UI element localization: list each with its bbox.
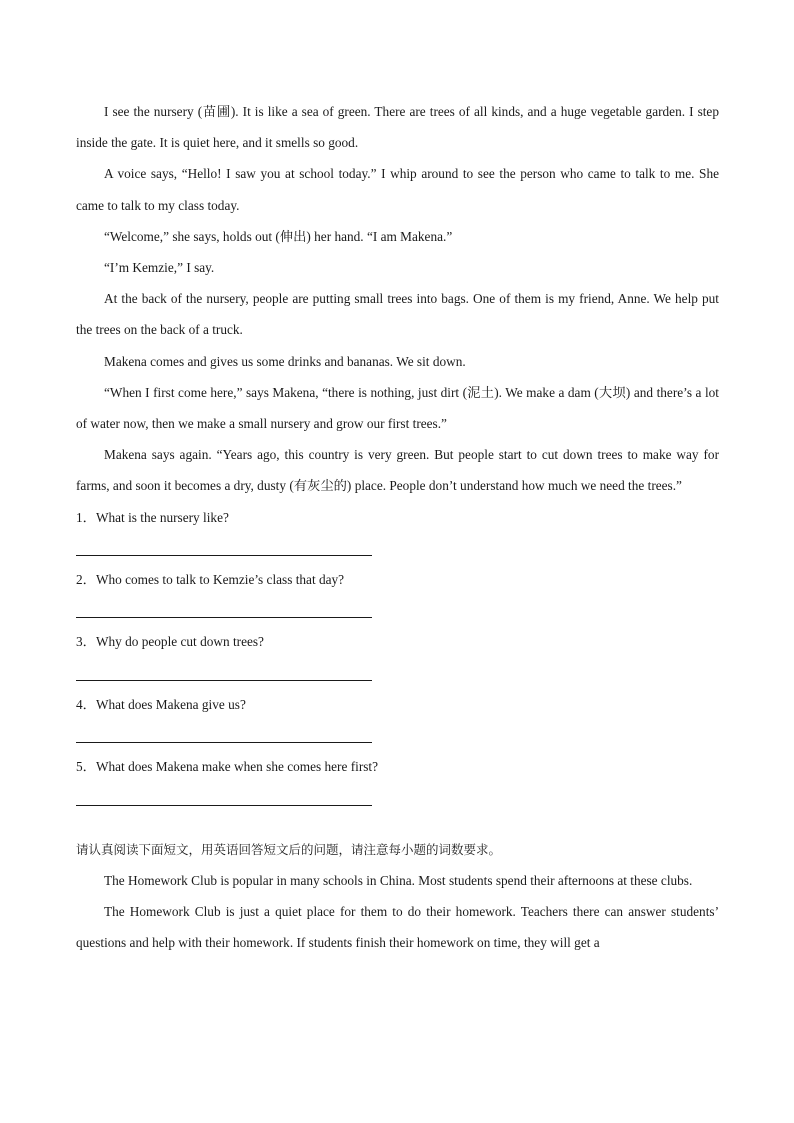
passage-paragraph: The Homework Club is just a quiet place for them to do their homework. Teachers there can answer students’ questions and help with their homework. If students finish their homework on time, they will get a: [76, 904, 719, 951]
question-item: [76, 502, 719, 564]
passage-paragraph: A voice says, “Hello! I saw you at school today.” I whip around to see the person who came to talk to me. She came to talk to my class today.: [76, 166, 719, 213]
passage-1: [76, 96, 719, 502]
question-item: [76, 751, 719, 813]
question-text: 3．Why do people cut down trees?: [76, 634, 264, 650]
question-text: 4．What does Makena give us?: [76, 696, 246, 712]
passage-paragraph: The Homework Club is popular in many schools in China. Most students spend their afternoons at these clubs.: [104, 872, 693, 888]
answer-blank[interactable]: [76, 720, 372, 751]
answer-blank[interactable]: [76, 658, 372, 689]
passage-paragraph: Makena comes and gives us some drinks and bananas. We sit down.: [104, 353, 466, 369]
worksheet-page: [76, 96, 719, 958]
passage-paragraph: Makena says again. “Years ago, this country is very green. But people start to cut down trees to make way for farms, and soon it becomes a dry, dusty (有灰尘的) place. People don’t understand how much we need the trees.”: [76, 447, 719, 494]
question-item: [76, 626, 719, 688]
question-text: 1．What is the nursery like?: [76, 509, 229, 525]
passage-paragraph: I see the nursery (苗圃). It is like a sea of green. There are trees of all kinds, and a huge vegetable garden. I step inside the gate. It is quiet here, and it smells so good.: [76, 104, 719, 151]
section-instruction: 请认真阅读下面短文，用英语回答短文后的问题，请注意每小题的词数要求。: [76, 841, 502, 857]
question-text: 2．Who comes to talk to Kemzie’s class that day?: [76, 572, 345, 588]
question-item: [76, 689, 719, 751]
passage-paragraph: “When I first come here,” says Makena, “there is nothing, just dirt (泥土). We make a dam (大坝) and there’s a lot of water now, then we make a small nursery and grow our first trees.”: [76, 384, 719, 432]
passage-paragraph: “Welcome,” she says, holds out (伸出) her hand. “I am Makena.”: [104, 228, 453, 244]
question-list: [76, 502, 719, 814]
answer-blank[interactable]: [76, 533, 372, 564]
question-item: [76, 564, 719, 626]
answer-blank[interactable]: [76, 782, 372, 813]
answer-blank[interactable]: [76, 595, 372, 626]
passage-paragraph: “I’m Kemzie,” I say.: [104, 260, 215, 276]
passage-2: [76, 865, 719, 959]
passage-paragraph: At the back of the nursery, people are putting small trees into bags. One of them is my friend, Anne. We help put the trees on the back of a truck.: [76, 291, 719, 338]
question-text: 5．What does Makena make when she comes here first?: [76, 759, 379, 775]
